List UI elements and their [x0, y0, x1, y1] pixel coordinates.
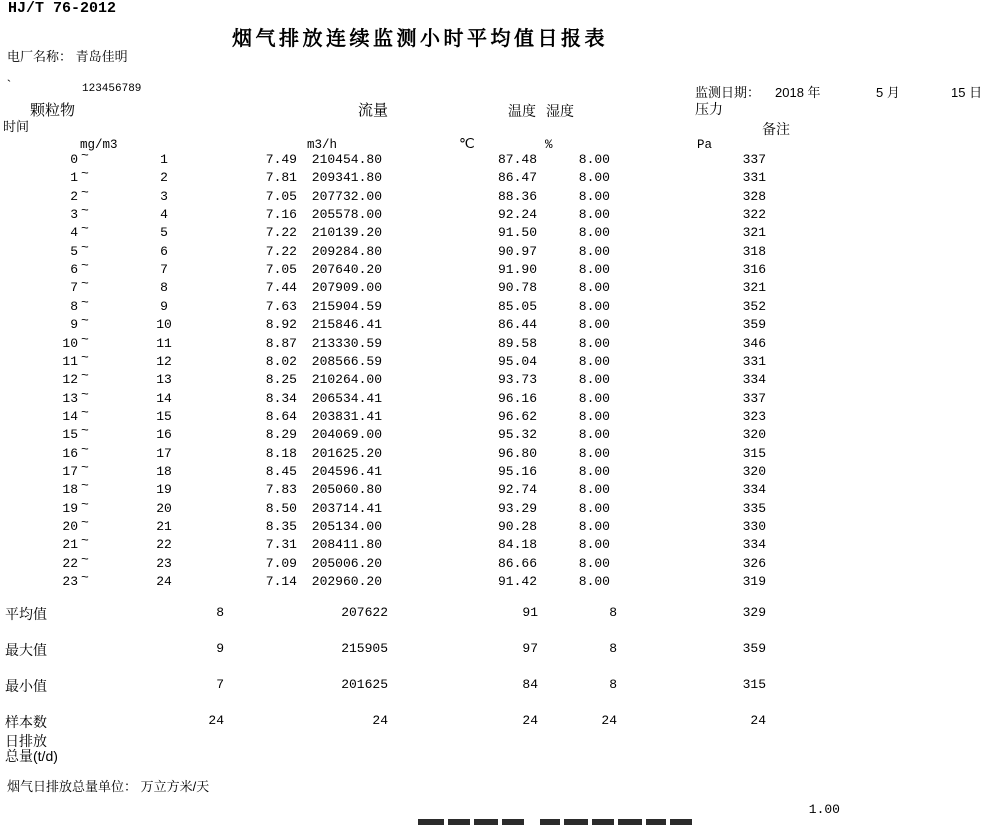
- cell-pm-value: 8.87: [265, 335, 297, 351]
- cell-temp-value: 96.80: [497, 445, 537, 461]
- cell-hour-start: 6: [70, 262, 78, 278]
- cell-flow-value: 207640.20: [311, 262, 382, 278]
- table-row: [0, 258, 984, 280]
- cell-hour-start: 18: [62, 482, 78, 498]
- cell-hour-start: 12: [62, 372, 78, 388]
- glyph-fragment: [418, 819, 444, 825]
- table-row: [0, 386, 984, 409]
- summary-pressure-value: 315: [742, 677, 766, 692]
- emission-unit-note: 烟气日排放总量单位： 万立方米/天: [7, 779, 210, 794]
- table-row: [0, 533, 984, 555]
- table-row: [0, 423, 984, 445]
- cell-pm-value: 8.18: [265, 445, 297, 461]
- cell-hour-start: 16: [62, 445, 78, 461]
- cell-temp-value: 93.29: [497, 500, 537, 516]
- glyph-fragment: [670, 819, 692, 825]
- cell-pressure-value: 334: [742, 482, 766, 498]
- cell-temp-value: 92.74: [497, 482, 537, 498]
- cell-hour-end: 4: [160, 207, 168, 223]
- cell-flow-value: 215846.41: [311, 317, 382, 333]
- tilde-separator: ~: [81, 441, 89, 457]
- cell-pm-value: 7.44: [265, 280, 297, 296]
- cell-flow-value: 215904.59: [311, 298, 382, 314]
- table-row: [0, 404, 984, 427]
- cell-pm-value: 7.49: [265, 152, 297, 167]
- cell-pm-value: 7.83: [265, 482, 297, 498]
- tilde-separator: ~: [81, 496, 89, 512]
- cell-flow-value: 213330.59: [311, 335, 382, 351]
- table-row: [0, 148, 984, 170]
- cell-flow-value: 209341.80: [311, 170, 382, 186]
- cell-hour-end: 17: [156, 445, 172, 461]
- cell-hour-end: 3: [160, 188, 168, 204]
- cell-flow-value: 210139.20: [311, 225, 382, 241]
- column-header-time: 时间: [3, 119, 30, 134]
- column-header-flow: 流量: [358, 102, 389, 119]
- cell-pm-value: 7.14: [265, 574, 297, 590]
- cell-flow-value: 210454.80: [311, 152, 382, 167]
- summary-flow-value: 207622: [341, 605, 388, 620]
- cell-hour-start: 4: [70, 225, 78, 241]
- cell-humidity-value: 8.00: [578, 500, 610, 516]
- cell-hour-end: 24: [156, 574, 172, 590]
- table-row: [0, 551, 984, 574]
- tilde-separator: ~: [81, 258, 89, 274]
- cell-temp-value: 90.97: [497, 243, 537, 259]
- cell-temp-value: 86.44: [497, 317, 537, 333]
- plant-name-line: [7, 46, 128, 65]
- cell-hour-end: 23: [156, 555, 172, 571]
- tilde-separator: ~: [81, 551, 89, 567]
- cell-hour-start: 0: [70, 152, 78, 167]
- daily-total-label-line2: 总量(t/d): [5, 748, 58, 764]
- monitor-date-month: 5 月: [876, 85, 900, 100]
- column-header-humidity: 湿度: [546, 103, 574, 119]
- cell-pm-value: 7.31: [265, 537, 297, 553]
- cell-hour-start: 19: [62, 500, 78, 516]
- cell-hour-start: 14: [62, 408, 78, 424]
- unit-humidity: %: [545, 138, 553, 152]
- glyph-fragment: [646, 819, 666, 825]
- cell-temp-value: 93.73: [497, 372, 537, 388]
- table-row: [0, 276, 984, 298]
- glyph-fragment: [540, 819, 560, 825]
- cell-hour-start: 20: [62, 519, 78, 534]
- cell-hour-end: 14: [156, 390, 172, 406]
- cell-flow-value: 205578.00: [311, 207, 382, 223]
- tilde-separator: ~: [81, 239, 89, 255]
- plant-name-label: 电厂名称：: [7, 49, 76, 64]
- cell-temp-value: 91.50: [497, 225, 537, 241]
- cell-hour-end: 16: [156, 427, 172, 443]
- cell-pressure-value: 346: [742, 335, 766, 351]
- summary-temp-value: 24: [522, 713, 538, 728]
- cell-pm-value: 8.45: [265, 463, 297, 479]
- cell-pm-value: 7.05: [265, 188, 297, 204]
- cell-pressure-value: 335: [742, 500, 766, 516]
- cell-hour-end: 20: [156, 500, 172, 516]
- cell-pressure-value: 320: [742, 427, 766, 443]
- monitor-date-year: 2018 年: [775, 85, 821, 100]
- cell-pressure-value: 326: [742, 555, 766, 571]
- monitor-date-label: 监测日期：: [695, 85, 761, 100]
- cell-flow-value: 204069.00: [311, 427, 382, 443]
- cell-flow-value: 204596.41: [311, 463, 382, 479]
- cell-pm-value: 8.50: [265, 500, 297, 516]
- cell-temp-value: 95.32: [497, 427, 537, 443]
- cell-temp-value: 90.28: [497, 519, 537, 534]
- cell-pressure-value: 334: [742, 372, 766, 388]
- unit-temp: ℃: [459, 135, 475, 151]
- summary-flow-value: 201625: [341, 677, 388, 692]
- cell-hour-start: 3: [70, 207, 78, 223]
- cell-hour-end: 11: [156, 335, 172, 351]
- cell-flow-value: 205006.20: [311, 555, 382, 571]
- cell-hour-end: 22: [156, 537, 172, 553]
- cell-flow-value: 203714.41: [311, 500, 382, 516]
- tilde-separator: ~: [81, 184, 89, 200]
- table-row: [0, 441, 984, 464]
- cell-pressure-value: 318: [742, 243, 766, 259]
- cell-flow-value: 207732.00: [311, 188, 382, 204]
- cell-hour-end: 12: [156, 353, 172, 369]
- cell-hour-start: 10: [62, 335, 78, 351]
- tilde-separator: ~: [81, 313, 89, 329]
- cell-pm-value: 8.25: [265, 372, 297, 388]
- cell-hour-end: 5: [160, 225, 168, 241]
- cell-pressure-value: 337: [742, 390, 766, 406]
- cell-pm-value: 7.81: [265, 170, 297, 186]
- cell-hour-start: 2: [70, 188, 78, 204]
- cell-flow-value: 208566.59: [311, 353, 382, 369]
- monitor-date-day: 15 日: [951, 85, 983, 100]
- cell-hour-end: 7: [160, 262, 168, 278]
- cell-pressure-value: 321: [742, 225, 766, 241]
- table-row: [0, 221, 984, 243]
- cell-temp-value: 95.04: [497, 353, 537, 369]
- cell-temp-value: 96.62: [497, 408, 537, 424]
- cell-pressure-value: 315: [742, 445, 766, 461]
- cell-flow-value: 209284.80: [311, 243, 382, 259]
- cell-hour-start: 22: [62, 555, 78, 571]
- cell-humidity-value: 8.00: [578, 574, 610, 590]
- cell-hour-end: 13: [156, 372, 172, 388]
- summary-flow-value: 24: [372, 713, 388, 728]
- unit-flow: m3/h: [307, 138, 338, 152]
- column-header-pressure: 压力: [695, 101, 723, 117]
- cell-pressure-value: 334: [742, 537, 766, 553]
- cell-humidity-value: 8.00: [578, 482, 610, 498]
- cell-pm-value: 8.02: [265, 353, 297, 369]
- glyph-fragment: [502, 819, 524, 825]
- cell-pressure-value: 331: [742, 353, 766, 369]
- table-row: [0, 515, 984, 537]
- cell-hour-start: 13: [62, 390, 78, 406]
- cell-pm-value: 8.29: [265, 427, 297, 443]
- tick-mark: `: [5, 78, 13, 93]
- cell-humidity-value: 8.00: [578, 372, 610, 388]
- table-row: [0, 184, 984, 207]
- cell-hour-start: 15: [62, 427, 78, 443]
- table-row: [0, 349, 984, 372]
- cell-hour-end: 1: [160, 152, 168, 167]
- cell-pm-value: 7.22: [265, 225, 297, 241]
- glyph-fragment: [564, 819, 588, 825]
- cell-pm-value: 7.05: [265, 262, 297, 278]
- cell-pm-value: 7.09: [265, 555, 297, 571]
- cell-humidity-value: 8.00: [578, 262, 610, 278]
- cell-temp-value: 92.24: [497, 207, 537, 223]
- tilde-separator: ~: [81, 478, 89, 494]
- cell-pressure-value: 328: [742, 188, 766, 204]
- cell-flow-value: 202960.20: [311, 574, 382, 590]
- cell-humidity-value: 8.00: [578, 225, 610, 241]
- cell-temp-value: 95.16: [497, 463, 537, 479]
- cell-flow-value: 210264.00: [311, 372, 382, 388]
- cell-flow-value: 205060.80: [311, 482, 382, 498]
- cell-humidity-value: 8.00: [578, 408, 610, 424]
- cell-hour-end: 10: [156, 317, 172, 333]
- tilde-separator: ~: [81, 294, 89, 310]
- summary-label: 最小值: [5, 678, 47, 694]
- table-row: [0, 313, 984, 335]
- standard-code: HJ/T 76-2012: [8, 0, 117, 17]
- summary-pressure-value: 359: [742, 641, 766, 656]
- cell-flow-value: 203831.41: [311, 408, 382, 424]
- table-row: [0, 166, 984, 188]
- table-row: [0, 203, 984, 225]
- cell-hour-end: 2: [160, 170, 168, 186]
- cell-temp-value: 89.58: [497, 335, 537, 351]
- glyph-fragment: [592, 819, 614, 825]
- tilde-separator: ~: [81, 331, 89, 347]
- summary-humidity-value: 8: [609, 605, 617, 620]
- glyph-fragment: [618, 819, 642, 825]
- cell-temp-value: 86.47: [497, 170, 537, 186]
- cell-pressure-value: 352: [742, 298, 766, 314]
- summary-row: [0, 640, 984, 658]
- cell-pressure-value: 323: [742, 408, 766, 424]
- cell-hour-start: 1: [70, 170, 78, 186]
- cell-pressure-value: 331: [742, 170, 766, 186]
- cell-pressure-value: 321: [742, 280, 766, 296]
- table-row: [0, 239, 984, 262]
- tilde-separator: ~: [81, 349, 89, 365]
- cell-humidity-value: 8.00: [578, 445, 610, 461]
- summary-pm-value: 24: [208, 713, 224, 728]
- cell-humidity-value: 8.00: [578, 427, 610, 443]
- cell-humidity-value: 8.00: [578, 555, 610, 571]
- table-row: [0, 459, 984, 482]
- clipped-bold-text-fragment: [418, 817, 694, 825]
- summary-humidity-value: 8: [609, 677, 617, 692]
- cell-humidity-value: 8.00: [578, 207, 610, 223]
- tilde-separator: ~: [81, 404, 89, 420]
- glyph-fragment: [448, 819, 470, 825]
- cell-hour-end: 18: [156, 463, 172, 479]
- tilde-separator: ~: [81, 203, 89, 219]
- table-row: [0, 496, 984, 519]
- table-row: [0, 331, 984, 354]
- tilde-separator: ~: [81, 570, 89, 586]
- cell-pm-value: 7.16: [265, 207, 297, 223]
- summary-label: 最大值: [5, 642, 47, 658]
- summary-row: [0, 604, 984, 622]
- table-row: [0, 478, 984, 500]
- tilde-separator: ~: [81, 221, 89, 237]
- page-title: 烟气排放连续监测小时平均值日报表: [232, 28, 608, 50]
- tilde-separator: ~: [81, 423, 89, 439]
- glyph-fragment: [474, 819, 498, 825]
- cell-pm-value: 8.34: [265, 390, 297, 406]
- cell-hour-start: 9: [70, 317, 78, 333]
- tilde-separator: ~: [81, 386, 89, 402]
- table-row: [0, 368, 984, 390]
- cell-temp-value: 96.16: [497, 390, 537, 406]
- summary-flow-value: 215905: [341, 641, 388, 656]
- summary-label: 平均值: [5, 606, 47, 622]
- cell-temp-value: 91.42: [497, 574, 537, 590]
- cell-flow-value: 201625.20: [311, 445, 382, 461]
- cell-humidity-value: 8.00: [578, 519, 610, 534]
- cell-humidity-value: 8.00: [578, 243, 610, 259]
- cell-humidity-value: 8.00: [578, 298, 610, 314]
- tilde-separator: ~: [81, 533, 89, 549]
- column-header-remark: 备注: [762, 121, 790, 137]
- plant-name-value: 青岛佳明: [75, 49, 128, 64]
- tilde-separator: ~: [81, 276, 89, 292]
- cell-temp-value: 86.66: [497, 555, 537, 571]
- table-row: [0, 294, 984, 317]
- cell-hour-start: 23: [62, 574, 78, 590]
- summary-pm-value: 7: [216, 677, 224, 692]
- cell-humidity-value: 8.00: [578, 170, 610, 186]
- cell-hour-start: 5: [70, 243, 78, 259]
- cell-hour-start: 7: [70, 280, 78, 296]
- cell-pressure-value: 337: [742, 152, 766, 167]
- cell-flow-value: 208411.80: [311, 537, 382, 553]
- summary-temp-value: 84: [522, 677, 538, 692]
- cell-temp-value: 90.78: [497, 280, 537, 296]
- cell-temp-value: 85.05: [497, 298, 537, 314]
- cell-pressure-value: 319: [742, 574, 766, 590]
- cell-pm-value: 7.22: [265, 243, 297, 259]
- cell-flow-value: 205134.00: [311, 519, 382, 534]
- tilde-separator: ~: [81, 166, 89, 182]
- cell-pm-value: 8.64: [265, 408, 297, 424]
- column-header-pm: 颗粒物: [30, 102, 76, 119]
- summary-temp-value: 97: [522, 641, 538, 656]
- cell-pressure-value: 322: [742, 207, 766, 223]
- cell-pressure-value: 330: [742, 519, 766, 534]
- summary-humidity-value: 24: [601, 713, 617, 728]
- summary-pm-value: 9: [216, 641, 224, 656]
- summary-row: [0, 676, 984, 694]
- cell-temp-value: 88.36: [497, 188, 537, 204]
- tilde-separator: ~: [81, 148, 89, 163]
- cell-hour-end: 9: [160, 298, 168, 314]
- cell-humidity-value: 8.00: [578, 280, 610, 296]
- summary-row: [0, 712, 984, 730]
- daily-total-label-line1: 日排放: [5, 733, 47, 749]
- cell-hour-end: 21: [156, 519, 172, 534]
- cell-temp-value: 91.90: [497, 262, 537, 278]
- cell-humidity-value: 8.00: [578, 353, 610, 369]
- cell-hour-start: 21: [62, 537, 78, 553]
- summary-label: 样本数: [5, 714, 47, 730]
- cell-humidity-value: 8.00: [578, 335, 610, 351]
- cell-humidity-value: 8.00: [578, 317, 610, 333]
- cell-flow-value: 206534.41: [311, 390, 382, 406]
- cell-hour-end: 15: [156, 408, 172, 424]
- cell-hour-end: 19: [156, 482, 172, 498]
- cell-humidity-value: 8.00: [578, 537, 610, 553]
- cell-hour-end: 8: [160, 280, 168, 296]
- serial-number: 123456789: [82, 83, 142, 95]
- footer-value: 1.00: [808, 802, 840, 817]
- cell-hour-start: 11: [62, 353, 78, 369]
- tilde-separator: ~: [81, 368, 89, 384]
- column-header-temp: 温度: [508, 103, 536, 119]
- cell-temp-value: 87.48: [497, 152, 537, 167]
- summary-temp-value: 91: [522, 605, 538, 620]
- cell-pressure-value: 320: [742, 463, 766, 479]
- summary-pressure-value: 329: [742, 605, 766, 620]
- cell-flow-value: 207909.00: [311, 280, 382, 296]
- cell-hour-end: 6: [160, 243, 168, 259]
- cell-pm-value: 8.35: [265, 519, 297, 534]
- unit-pressure: Pa: [697, 138, 713, 152]
- cell-hour-start: 17: [62, 463, 78, 479]
- cell-pressure-value: 359: [742, 317, 766, 333]
- cell-pressure-value: 316: [742, 262, 766, 278]
- summary-pm-value: 8: [216, 605, 224, 620]
- tilde-separator: ~: [81, 459, 89, 475]
- summary-humidity-value: 8: [609, 641, 617, 656]
- cell-humidity-value: 8.00: [578, 188, 610, 204]
- cell-temp-value: 84.18: [497, 537, 537, 553]
- cell-humidity-value: 8.00: [578, 390, 610, 406]
- summary-pressure-value: 24: [750, 713, 766, 728]
- table-row: [0, 570, 984, 592]
- cell-pm-value: 7.63: [265, 298, 297, 314]
- unit-pm: mg/m3: [80, 138, 118, 152]
- cell-humidity-value: 8.00: [578, 463, 610, 479]
- cell-humidity-value: 8.00: [578, 152, 610, 167]
- cell-pm-value: 8.92: [265, 317, 297, 333]
- cell-hour-start: 8: [70, 298, 78, 314]
- tilde-separator: ~: [81, 515, 89, 530]
